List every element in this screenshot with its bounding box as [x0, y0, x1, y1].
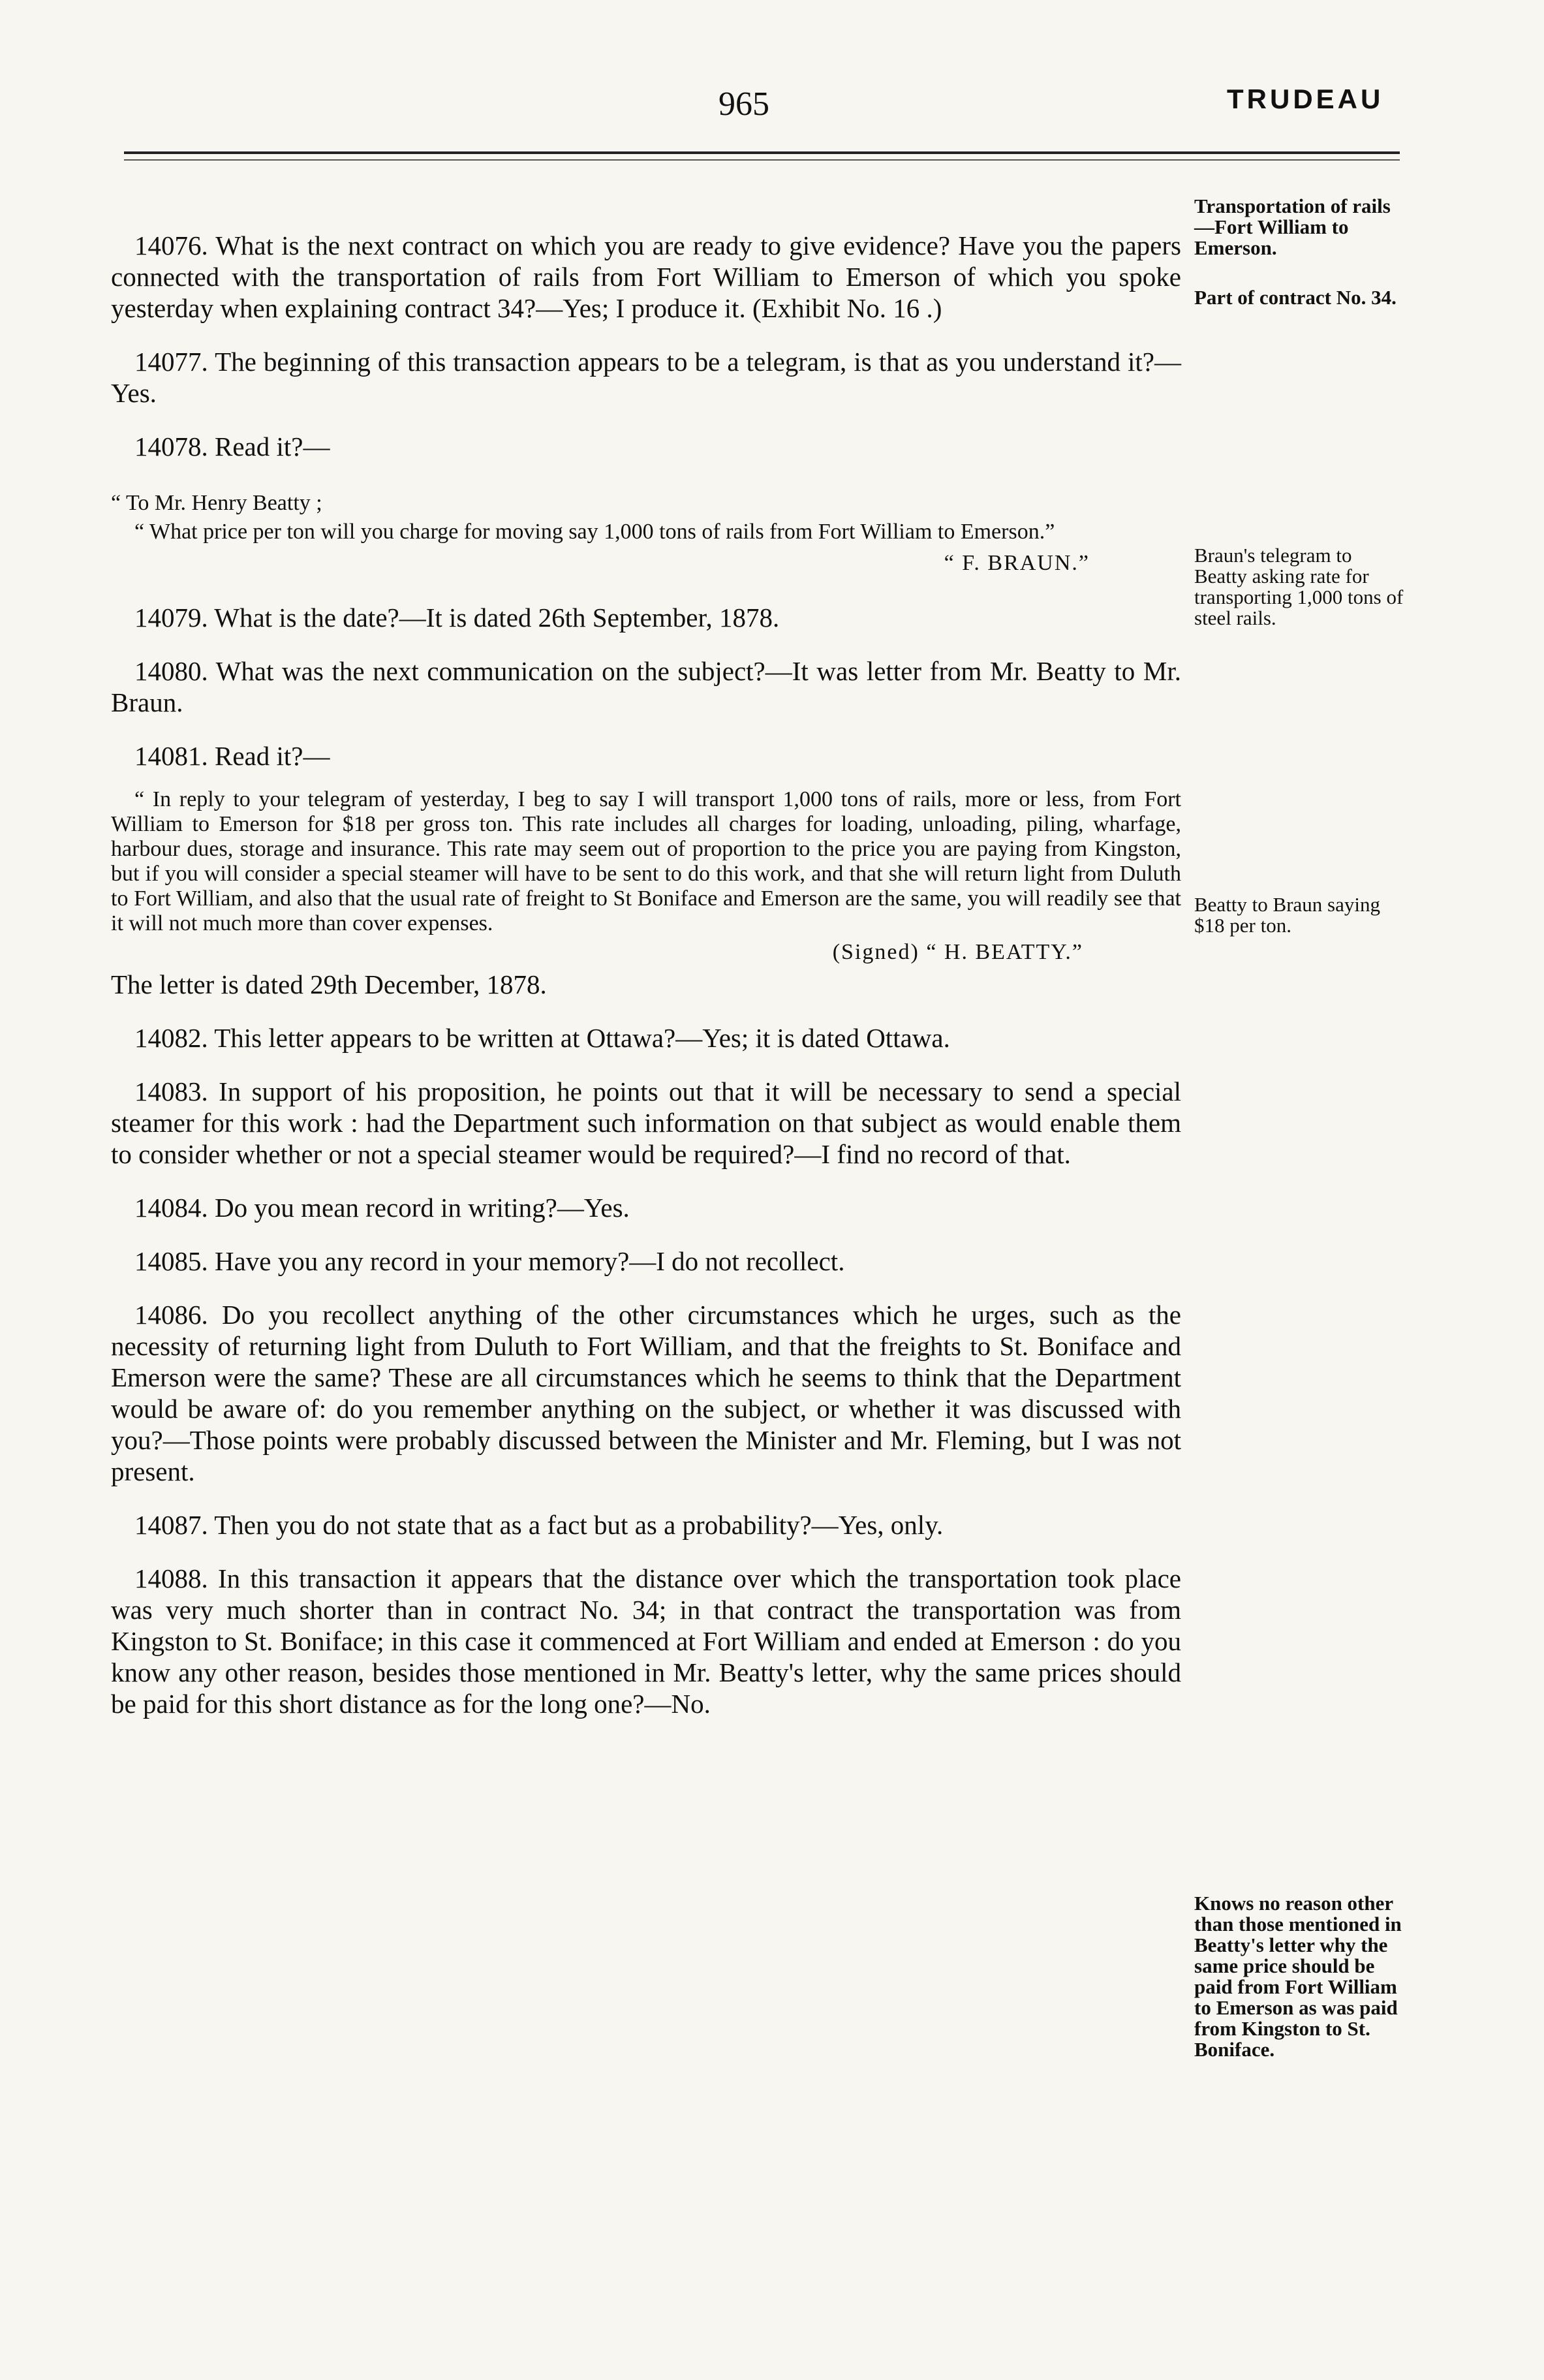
paragraph-14076: 14076. What is the next contract on which you are ready to give evidence? Have you the papers connected with the transportation of rails from Fort William to Emerson of which you spoke yesterday when explaining contract 34?—Yes; I produce it. (Exhibit No. 16 .) [111, 230, 1181, 323]
side-note-contract-34: Part of contract No. 34. [1194, 286, 1397, 309]
paragraph-14085: 14085. Have you any record in your memory?—I do not recollect. [134, 1246, 845, 1276]
running-head: TRUDEAU [1227, 84, 1384, 114]
paragraph-14086: 14086. Do you recollect anything of the other circumstances which he urges, such as the necessity of returning light from Duluth to Fort William, and that the freights to St. Boniface and Emerson were the same? These are all circumstances which he seems to think that the Department would be aware of: do you remember anything on the subject, or whether it was discussed with you?—Those points were probably discussed between the Minister and Mr. Fleming, but I was not present. [111, 1300, 1181, 1486]
letter-body: “ In reply to your telegram of yesterday, I beg to say I will transport 1,000 tons of rails, more or less, from Fort William to Emerson for $18 per gross ton. This rate includes all charges for loading, unloading, piling, wharfage, harbour dues, storage and insurance. This rate may seem out of proportion to the price you are paying from Kingston, but if you will consider a special steamer will have to be sent to do this work, and that she will return light from Duluth to Fort William, and also that the usual rate of freight to St Boniface and Emerson are the same, you will readily see that it will not much more than cover expenses. [111, 787, 1181, 935]
paragraph-14087: 14087. Then you do not state that as a fact but as a probability?—Yes, only. [134, 1510, 944, 1540]
paragraph-14077: 14077. The beginning of this transaction appears to be a telegram, is that as you understand it?—Yes. [111, 347, 1181, 408]
paragraph-14081: 14081. Read it?— [134, 741, 330, 771]
header-rule-thin [124, 159, 1400, 161]
side-note-beatty-to-braun: Beatty to Braun saying $18 per ton. [1194, 893, 1380, 937]
paragraph-14079: 14079. What is the date?—It is dated 26th September, 1878. [134, 603, 780, 633]
side-note-transportation: Transportation of rails—Fort William to Emerson. [1194, 195, 1391, 259]
paragraph-14078: 14078. Read it?— [134, 431, 330, 462]
telegram-body: “ What price per ton will you charge for moving say 1,000 tons of rails from Fort William to Emerson.” [134, 520, 1055, 544]
side-note-braun-telegram: Braun's telegram to Beatty asking rate for transporting 1,000 tons of steel rails. [1194, 544, 1404, 629]
side-note-knows-no-reason: Knows no reason other than those mentioned in Beatty's letter why the same price should be paid from Fort William to Emerson as was paid from Kingston to St. Boniface. [1194, 1892, 1402, 2061]
telegram-salutation: “ To Mr. Henry Beatty ; [111, 491, 322, 515]
paragraph-14080: 14080. What was the next communication on the subject?—It was letter from Mr. Beatty to Mr. Braun. [111, 656, 1181, 717]
paragraph-14088: 14088. In this transaction it appears that the distance over which the transportation took place was very much shorter than in contract No. 34; in that contract the transportation was from Kingston to St. Boniface; in this case it commenced at Fort William and ended at Emerson : do you know any other reason, besides those mentioned in Mr. Beatty's letter, why the same prices should be paid for this short distance as for the long one?—No. [111, 1563, 1181, 1719]
letter-date-note: The letter is dated 29th December, 1878. [111, 969, 547, 999]
letter-signature: (Signed) “ H. BEATTY.” [832, 940, 1083, 964]
header-rule [124, 151, 1400, 154]
main-body [111, 230, 1181, 1742]
paragraph-14084: 14084. Do you mean record in writing?—Yes. [134, 1193, 630, 1223]
paragraph-14082: 14082. This letter appears to be written at Ottawa?—Yes; it is dated Ottawa. [134, 1023, 950, 1053]
page-number: 965 [718, 86, 769, 123]
telegram-signature: “ F. BRAUN.” [944, 551, 1090, 575]
paragraph-14083: 14083. In support of his proposition, he points out that it will be necessary to send a special steamer for this work : had the Department such information on that subject as would enable them to consider whether or not a special steamer would be required?—I find no record of that. [111, 1076, 1181, 1169]
